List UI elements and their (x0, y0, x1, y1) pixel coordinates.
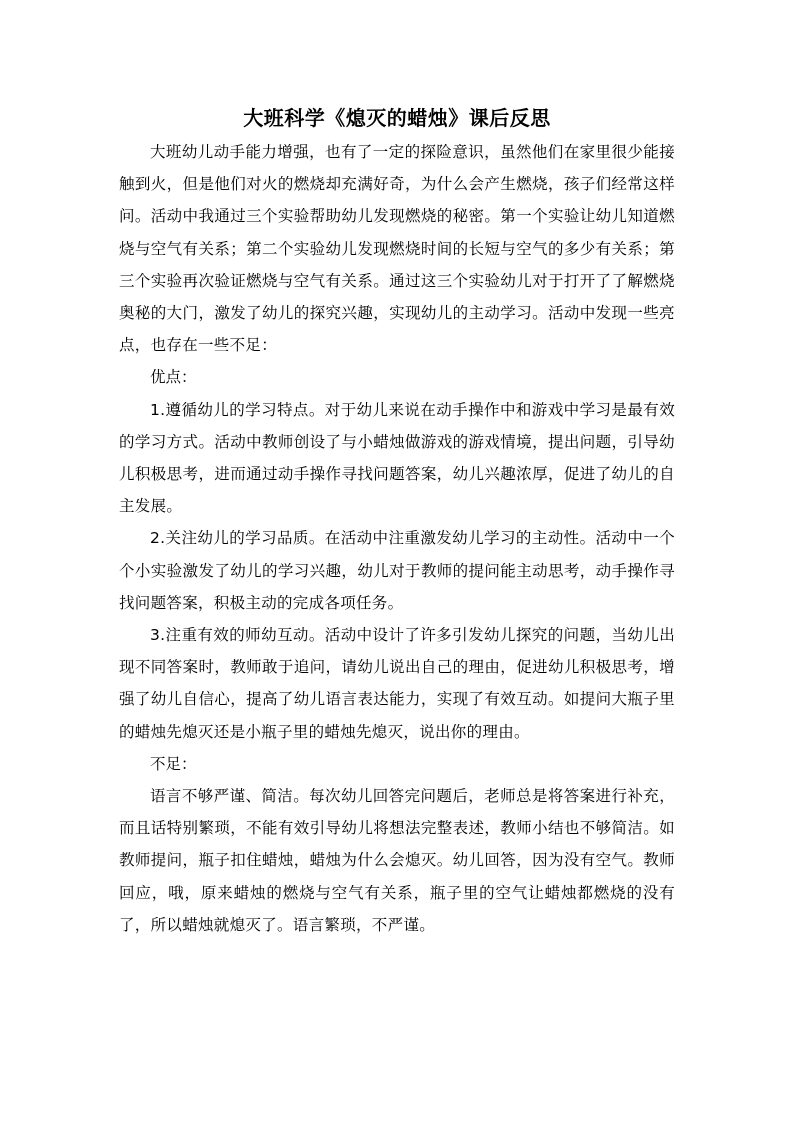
shortcomings-paragraph: 语言不够严谨、简洁。每次幼儿回答完问题后，老师总是将答案进行补充，而且话特别繁琐，不能有效引导幼儿将想法完整表述，教师小结也不够简洁。如教师提问，瓶子扣住蜡烛，蜡烛为什么会熄灭。幼儿回答，因为没有空气。教师回应，哦，原来蜡烛的燃烧与空气有关系，瓶子里的空气让蜡烛都燃烧的没有了，所以蜡烛就熄灭了。语言繁琐，不严谨。 (119, 787, 675, 934)
document-title: 大班科学《熄灭的蜡烛》课后反思 (243, 106, 551, 130)
advantage-item-1: 1.遵循幼儿的学习特点。对于幼儿来说在动手操作中和游戏中学习是最有效的学习方式。活动中教师创设了与小蜡烛做游戏的游戏情境，提出问题，引导幼儿积极思考，进而通过动手操作寻找问题答案，幼儿兴趣浓厚，促进了幼儿的自主发展。 (119, 400, 675, 516)
advantage-item-3: 3.注重有效的师幼互动。活动中设计了许多引发幼儿探究的问题，当幼儿出现不同答案时，教师敢于追问，请幼儿说出自己的理由，促进幼儿积极思考，增强了幼儿自信心，提高了幼儿语言表达能力，实现了有效互动。如提问大瓶子里的蜡烛先熄灭还是小瓶子里的蜡烛先熄灭，说出你的理由。 (119, 626, 675, 741)
advantages-label: 优点： (150, 368, 197, 387)
intro-paragraph: 大班幼儿动手能力增强，也有了一定的探险意识，虽然他们在家里很少能接触到火，但是他们对火的燃烧却充满好奇，为什么会产生燃烧，孩子们经常这样问。活动中我通过三个实验帮助幼儿发现燃烧的秘密。第一个实验让幼儿知道燃烧与空气有关系；第二个实验幼儿发现燃烧时间的长短与空气的多少有关系；第三个实验再次验证燃烧与空气有关系。通过这三个实验幼儿对于打开了了解燃烧奥秘的大门，激发了幼儿的探究兴趣，实现幼儿的主动学习。活动中发现一些亮点，也存在一些不足： (119, 143, 675, 355)
shortcomings-label: 不足： (150, 754, 197, 773)
document-page (119, 104, 675, 941)
advantage-item-2: 2.关注幼儿的学习品质。在活动中注重激发幼儿学习的主动性。活动中一个个小实验激发了幼儿的学习兴趣，幼儿对于教师的提问能主动思考，动手操作寻找问题答案，积极主动的完成各项任务。 (119, 529, 675, 612)
